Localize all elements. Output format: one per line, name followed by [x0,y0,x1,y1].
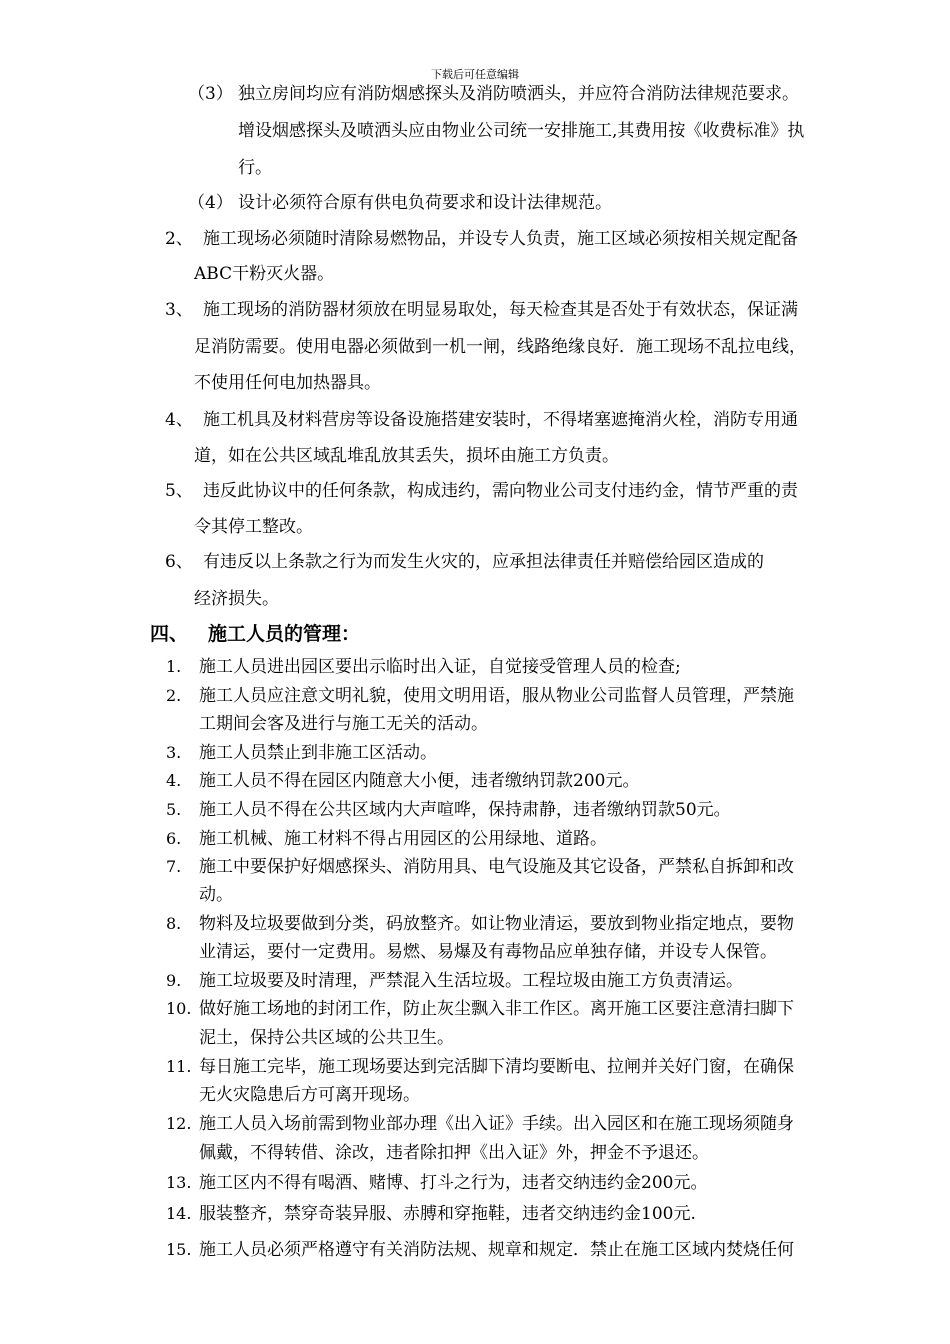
list-item-number: 11. [166,1057,192,1076]
list-item-text: 施工人员不得在公共区域内大声喧哗，保持肃静，违者缴纳罚款50元。 [199,800,731,820]
list-item-number: 2. [166,686,182,705]
list-item-number: 8. [166,914,182,933]
list-item-text: 施工机械、施工材料不得占用园区的公用绿地、道路。 [199,829,607,849]
list-item-text: 施工人员进出园区要出示临时出入证，自觉接受管理人员的检查; [199,657,681,677]
page-header: 下载后可任意编辑 [431,68,519,81]
list-item-text: 每日施工完毕，施工现场要达到完活脚下清均要断电、拉闸并关好门窗，在确保 [199,1057,794,1077]
list-item-text: 施工机具及材料营房等设备设施搭建安装时，不得堵塞遮掩消火栓，消防专用通 [203,410,798,430]
list-item-number: 10. [166,999,192,1018]
list-item-number: 6、 [165,552,193,572]
list-item-number: 9. [166,971,182,990]
list-item-text: 道，如在公共区域乱堆乱放其丢失，损坏由施工方负责。 [194,446,619,466]
list-item-text: 工期间会客及进行与施工无关的活动。 [199,714,488,734]
list-item-number: 5. [166,800,182,819]
list-item-text: 泥土，保持公共区域的公共卫生。 [199,1028,454,1048]
list-item-text: 足消防需要。使用电器必须做到一机一闸，线路绝缘良好．施工现场不乱拉电线， [194,337,806,357]
sub-item-text: 行。 [238,158,272,178]
list-item-text: 业清运，要付一定费用。易燃、易爆及有毒物品应单独存储，并设专人保管。 [199,942,777,962]
list-item-number: 2、 [165,229,193,249]
list-item-number: 3、 [165,300,193,320]
list-item-text: 服装整齐，禁穿奇装异服、赤膊和穿拖鞋，违者交纳违约金100元. [199,1204,696,1224]
sub-item-text: 独立房间均应有消防烟感探头及消防喷洒头，并应符合消防法律规范要求。 [238,84,799,104]
list-item-number: 12. [166,1114,192,1133]
list-item-number: 4、 [165,410,193,430]
list-item-number: 14. [166,1204,192,1223]
list-item-text: 令其停工整改。 [194,517,313,537]
list-item-text: 施工人员禁止到非施工区活动。 [199,743,437,763]
section-number: 四、 [150,623,189,645]
section-title: 施工人员的管理： [208,623,361,645]
sub-item-label: （4） [188,193,233,213]
list-item-text: 施工现场必须随时清除易燃物品，并设专人负责，施工区域必须按相关规定配备 [203,229,798,249]
list-item-text: 施工中要保护好烟感探头、消防用具、电气设施及其它设备，严禁私自拆卸和改 [199,857,794,877]
list-item-text: 经济损失。 [194,589,279,609]
list-item-number: 15. [166,1240,192,1259]
list-item-text: 施工区内不得有喝酒、赌博、打斗之行为，违者交纳违约金200元。 [199,1173,708,1193]
list-item-text: 动。 [199,885,233,905]
list-item-number: 5、 [165,481,193,501]
list-item-text: 施工垃圾要及时清理，严禁混入生活垃圾。工程垃圾由施工方负责清运。 [199,971,743,991]
list-item-text: 施工人员应注意文明礼貌，使用文明用语，服从物业公司监督人员管理，严禁施 [199,686,794,706]
sub-item-label: （3） [188,84,233,104]
list-item-text: 施工人员不得在园区内随意大小便，违者缴纳罚款200元。 [199,771,640,791]
list-item-number: 6. [166,829,182,848]
list-item-text: 施工人员必须严格遵守有关消防法规、规章和规定．禁止在施工区域内焚烧任何 [199,1240,794,1260]
list-item-text: 不使用任何电加热器具。 [194,373,381,393]
list-item-number: 4. [166,771,182,790]
list-item-number: 13. [166,1173,192,1192]
sub-item-text: 设计必须符合原有供电负荷要求和设计法律规范。 [238,193,612,213]
list-item-text: 做好施工场地的封闭工作，防止灰尘飘入非工作区。离开施工区要注意清扫脚下 [199,999,794,1019]
sub-item-text: 增设烟感探头及喷洒头应由物业公司统一安排施工,其费用按《收费标准》执 [238,121,805,141]
list-item-text: 施工人员入场前需到物业部办理《出入证》手续。出入园区和在施工现场须随身 [199,1114,794,1134]
list-item-number: 3. [166,743,182,762]
list-item-text: 施工现场的消防器材须放在明显易取处，每天检查其是否处于有效状态，保证满 [203,300,798,320]
list-item-number: 7. [166,857,182,876]
list-item-text: 违反此协议中的任何条款，构成违约，需向物业公司支付违约金，情节严重的责 [203,481,798,501]
list-item-number: 1. [166,657,182,676]
list-item-text: 物料及垃圾要做到分类，码放整齐。如让物业清运，要放到物业指定地点，要物 [199,914,794,934]
list-item-text: 佩戴，不得转借、涂改，违者除扣押《出入证》外，押金不予退还。 [199,1143,709,1163]
list-item-text: 无火灾隐患后方可离开现场。 [199,1085,420,1105]
list-item-text: ABC干粉灭火器。 [194,264,335,284]
list-item-text: 有违反以上条款之行为而发生火灾的，应承担法律责任并赔偿给园区造成的 [203,552,764,572]
